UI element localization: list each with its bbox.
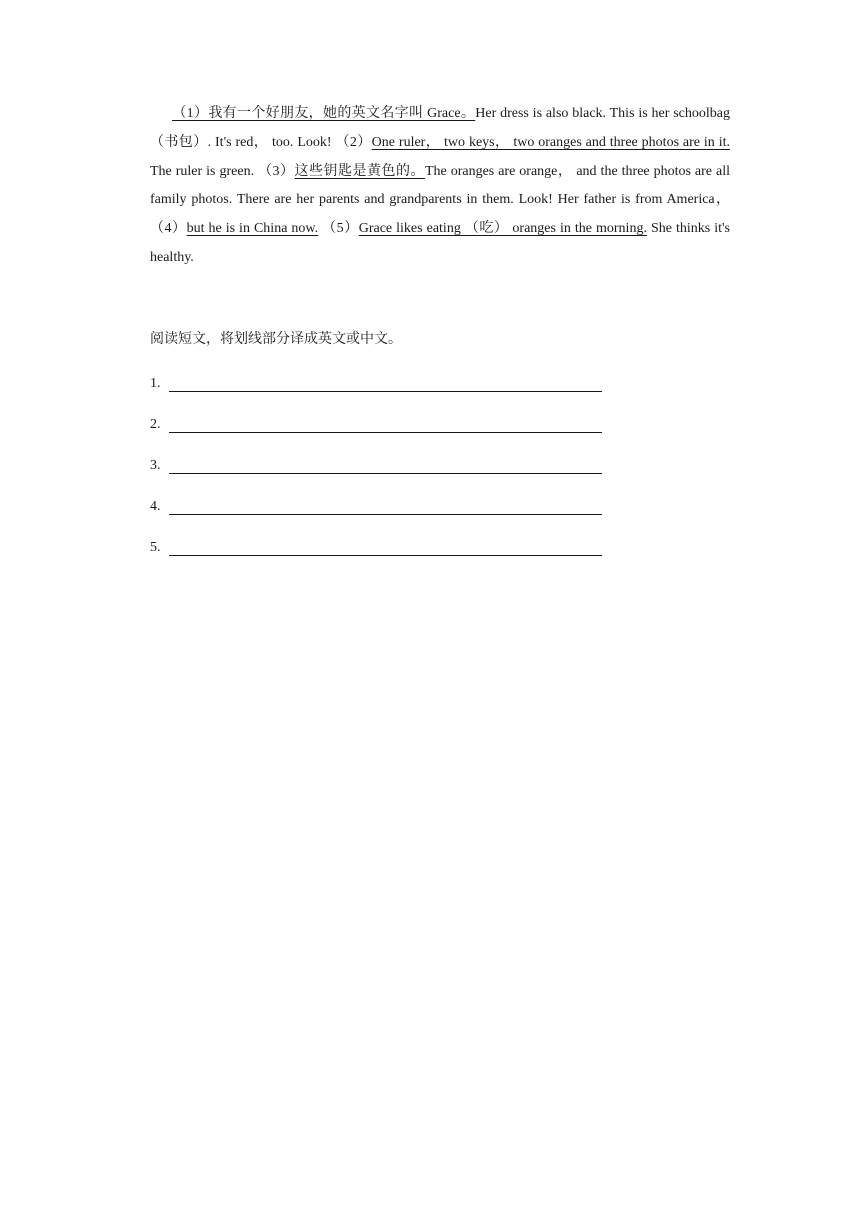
answer-row-4 <box>150 474 602 515</box>
underlined-item-5: Grace likes eating （吃） oranges in the morning. <box>358 221 647 237</box>
reading-passage <box>150 100 730 273</box>
passage-text: Her dress is also black. This is her schoolbag （书包）. It's red， too. Look! （2） <box>150 106 730 150</box>
answer-row-5 <box>150 515 602 556</box>
passage-text: （5） <box>318 221 359 237</box>
passage-text: She thinks it's healthy. <box>150 221 730 265</box>
answer-number: 4. <box>150 499 161 514</box>
underlined-item-1: （1）我有一个好朋友，她的英文名字叫 Grace。 <box>172 106 476 121</box>
passage-text: The ruler is green. （3） <box>150 163 295 179</box>
answer-number: 2. <box>150 417 161 432</box>
answer-number: 3. <box>150 458 161 473</box>
answer-number: 1. <box>150 376 161 391</box>
instruction-text: 阅读短文，将划线部分译成英文或中文。 <box>150 332 402 347</box>
answer-lines <box>150 374 602 556</box>
answer-blank-line[interactable] <box>169 375 602 392</box>
underlined-item-4: but he is in China now. <box>186 221 319 237</box>
passage-text: The oranges are orange， and the three photos are all family photos. There are her parents and grandparents in them. Look! Her father is from America， （4） <box>150 163 731 237</box>
answer-row-3 <box>150 433 602 474</box>
answer-number: 5. <box>150 540 161 555</box>
underlined-item-3: 这些钥匙是黄色的。 <box>294 163 425 179</box>
answer-row-1 <box>150 374 602 392</box>
answer-blank-line[interactable] <box>169 539 602 556</box>
answer-blank-line[interactable] <box>169 416 602 433</box>
answer-row-2 <box>150 392 602 433</box>
answer-blank-line[interactable] <box>169 457 602 474</box>
underlined-item-2: One ruler， two keys， two oranges and three photos are in it. <box>371 134 730 150</box>
answer-blank-line[interactable] <box>169 498 602 515</box>
